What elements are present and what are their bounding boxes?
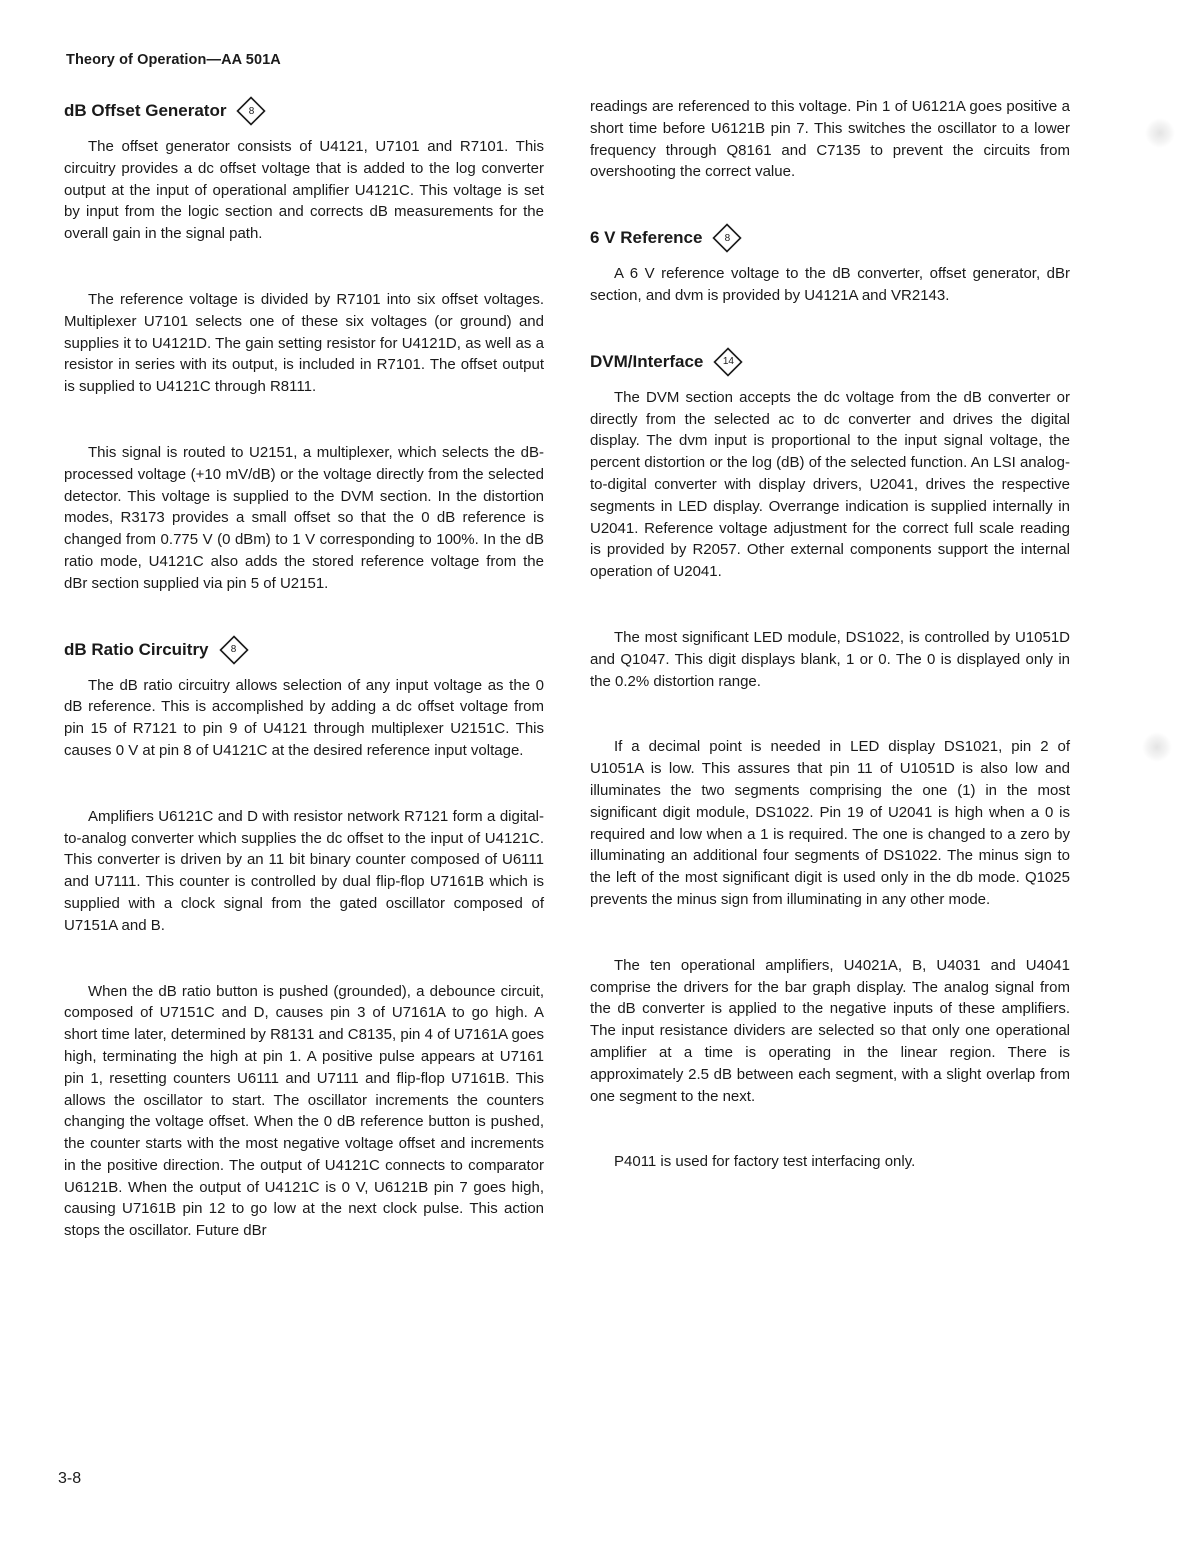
section-title-db-offset-generator — [64, 96, 544, 126]
paragraph: The most significant LED module, DS1022, is controlled by U1051D and Q1047. This digit displays blank, 1 or 0. The 0 is displayed only in the 0.2% distortion range. — [590, 628, 1070, 690]
section-title-text: dB Offset Generator — [64, 101, 227, 120]
diagram-reference-number: 8 — [724, 232, 731, 244]
diagram-reference-diamond-icon — [713, 347, 743, 377]
section-title-text: 6 V Reference — [590, 228, 703, 248]
left-column — [64, 96, 544, 1242]
paragraph: If a decimal point is needed in LED display DS1021, pin 2 of U1051A is low. This assures that pin 11 of U1051D is also low and illuminates the two segments comprising the one (1) in the most significant digit module, DS1022. Pin 19 of U2041 is high when a 0 is required and low when a 1 is required. The one is changed to a zero by illuminating an additional four segments of DS1022. The minus sign to the left of the most significant digit is used only in the db mode. Q1025 prevents the minus sign from illuminating in any other mode. — [590, 738, 1070, 908]
paragraph: The reference voltage is divided by R7101 into six offset voltages. Multiplexer U7101 selects one of these six voltages (or ground) and supplies it to U4121D. The gain setting resistor for U4121D, as well as a resistor in series with its output, is included in R7101. The offset output is supplied to U4121C through R8111. — [64, 290, 544, 396]
scan-speck — [1142, 732, 1172, 762]
running-head: Theory of Operation—AA 501A — [66, 52, 281, 68]
page-number: 3-8 — [58, 1470, 82, 1487]
section-title-dvm-interface — [590, 347, 1070, 377]
paragraph: The dB ratio circuitry allows selection of any input voltage as the 0 dB reference. This is accomplished by adding a dc offset voltage from pin 15 of R7121 to pin 9 of U4121 through multiplexer U2151C. This causes 0 V at pin 8 of U4121C at the desired reference input voltage. — [64, 676, 544, 759]
diagram-reference-number: 14 — [722, 356, 734, 368]
diagram-reference-number: 8 — [248, 105, 255, 117]
section-title-db-ratio-circuitry — [64, 635, 544, 665]
diagram-reference-diamond-icon — [712, 223, 742, 253]
scan-speck — [1145, 118, 1175, 148]
section-title-6v-reference — [590, 223, 1070, 253]
diagram-reference-diamond-icon — [219, 635, 249, 665]
paragraph: When the dB ratio button is pushed (grounded), a debounce circuit, composed of U7151C and D, causes pin 3 of U7161A to go high. A short time later, determined by R8131 and C8135, pin 4 of U7161A goes high, terminating the high at pin 1. A positive pulse appears at U7161 pin 1, resetting counters U6111 and U7111 and flip-flop U7161B. This allows the oscillator to start. The oscillator increments the counters changing the voltage offset. When the 0 dB reference button is pushed, the counter starts with the most negative voltage offset and increments in the positive direction. The output of U4121C connects to comparator U6121B. When the output of U4121C is 0 V, U6121B pin 7 goes high, causing U7161B pin 12 to go low at the next clock pulse. This action stops the oscillator. Future dBr — [64, 982, 544, 1240]
section-title-text: DVM/Interface — [590, 351, 704, 371]
diagram-reference-diamond-icon — [236, 96, 266, 126]
paragraph: The ten operational amplifiers, U4021A, B, U4031 and U4041 comprise the drivers for the bar graph display. The analog signal from the dB converter is applied to the negative inputs of these amplifiers. The input resistance dividers are selected so that only one operational amplifier at a time is operating in the linear region. There is approximately 2.5 dB between each segment, with a slight overlap from one segment to the next. — [590, 956, 1070, 1105]
right-column — [590, 96, 1070, 1173]
paragraph: Amplifiers U6121C and D with resistor network R7121 form a digital-to-analog converter which supplies the dc offset to the input of U4121C. This converter is driven by an 11 bit binary counter composed of U6111 and U7111. This counter is controlled by dual flip-flop U7161B which is supplied with a clock signal from the gated oscillator composed of U7151A and B. — [64, 807, 544, 934]
diagram-reference-number: 8 — [230, 644, 237, 656]
paragraph: This signal is routed to U2151, a multiplexer, which selects the dB-processed voltage (+10 mV/dB) or the voltage directly from the selected detector. This voltage is supplied to the DVM section. In the distortion modes, R3173 provides a small offset so that the 0 dB reference is changed from 0.775 V (0 dBm) to 1 V corresponding to 100%. In the dB ratio mode, U4121C also adds the stored reference voltage from the dBr section supplied via pin 5 of U2151. — [64, 443, 544, 592]
paragraph: A 6 V reference voltage to the dB converter, offset generator, dBr section, and dvm is provided by U4121A and VR2143. — [590, 265, 1070, 304]
section-title-text: dB Ratio Circuitry — [64, 639, 209, 659]
paragraph: readings are referenced to this voltage. Pin 1 of U6121A goes positive a short time before U6121B pin 7. This switches the oscillator to a lower frequency through Q8161 and C7135 to prevent the circuits from overshooting the correct value. — [590, 98, 1070, 181]
paragraph: The DVM section accepts the dc voltage from the dB converter or directly from the selected ac to dc converter and drives the digital display. The dvm input is proportional to the input signal voltage, the percent distortion or the log (dB) of the selected function. An LSI analog-to-digital converter with display drivers, U2041, drives the respective segments in LED display. Overrange indication is supplied internally in U2041. Reference voltage adjustment for the correct full scale reading is provided by R2057. Other external components support the internal operation of U2041. — [590, 388, 1070, 581]
paragraph: The offset generator consists of U4121, U7101 and R7101. This circuitry provides a dc offset voltage that is added to the log converter output at the input of operational amplifier U4121C. This voltage is set by input from the logic section and corrects dB measurements for the overall gain in the signal path. — [64, 138, 544, 243]
paragraph: P4011 is used for factory test interfacing only. — [614, 1153, 916, 1171]
